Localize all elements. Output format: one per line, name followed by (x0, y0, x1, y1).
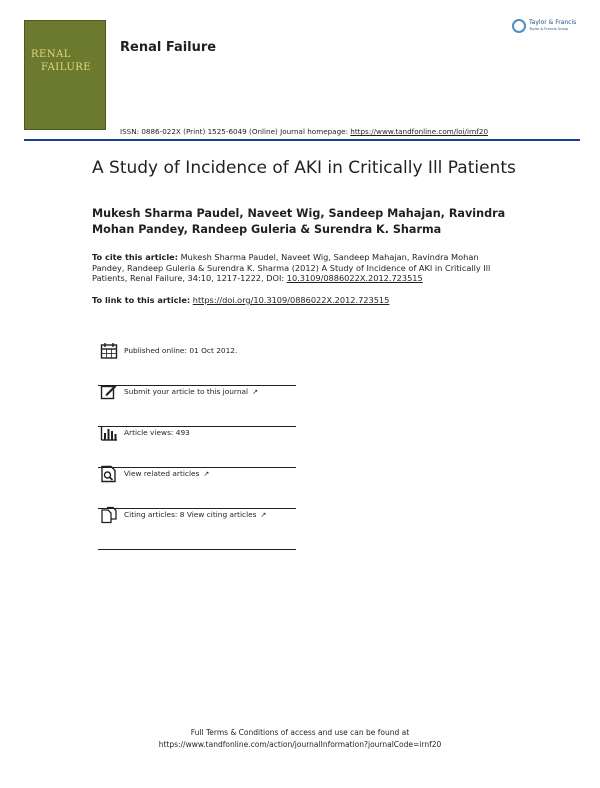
bar-chart-icon (100, 424, 118, 442)
external-link-icon: ↗ (260, 511, 267, 519)
journal-cover-image (24, 20, 106, 130)
citing-articles-row[interactable] (98, 510, 296, 550)
info-divider (98, 549, 296, 550)
external-link-icon: ↗ (203, 470, 210, 478)
info-divider (98, 467, 296, 468)
header-rule (24, 139, 580, 141)
publisher-logo-tagline: Taylor & Francis Group (529, 27, 569, 31)
issn-text: ISSN: 0886-022X (Print) 1525-6049 (Online) Journal homepage: (120, 127, 348, 136)
citing-articles-link[interactable] (124, 510, 266, 519)
article-views-row (98, 428, 296, 468)
journal-name: Renal Failure (120, 40, 217, 55)
journal-homepage-link[interactable]: https://www.tandfonline.com/loi/irnf20 (350, 127, 489, 136)
footer-terms-text: Full Terms & Conditions of access and use can be found at (190, 728, 410, 737)
article-authors: Mukesh Sharma Paudel, Naveet Wig, Sandeep Mahajan, Ravindra Mohan Pandey, Randeep Guleria & Surendra K. Sharma (92, 207, 506, 236)
submit-article-link[interactable] (124, 387, 258, 396)
edit-icon (100, 383, 118, 401)
publisher-logo-name: Taylor & Francis (529, 19, 577, 26)
related-articles-link[interactable] (124, 469, 209, 478)
article-link-label: To link to this article: (92, 295, 191, 305)
published-text: Published online: 01 Oct 2012. (124, 346, 238, 355)
article-title: A Study of Incidence of AKI in Critically Ill Patients (92, 158, 516, 178)
publisher-logo-icon (512, 19, 526, 33)
published-row (98, 346, 296, 386)
calendar-icon (100, 342, 118, 360)
article-doi-link[interactable]: https://doi.org/10.3109/0886022X.2012.723515 (192, 295, 390, 305)
submit-article-row[interactable] (98, 387, 296, 427)
info-divider (98, 426, 296, 427)
citation-label: To cite this article: (92, 252, 178, 262)
citation-text: Mukesh Sharma Paudel, Naveet Wig, Sandeep Mahajan, Ravindra Mohan Pandey, Randeep Guleria & Surendra K. Sharma (2012) A Study of Incidence of AKI in Critically Ill Patients, Renal Failure, 34:10, 1217-1222, DOI: (92, 252, 491, 283)
publisher-logo (512, 18, 584, 40)
article-views-text: Article views: 493 (124, 428, 190, 437)
submit-article-text: Submit your article to this journal (124, 387, 249, 396)
citation-doi-link[interactable]: 10.3109/0886022X.2012.723515 (286, 273, 423, 283)
citing-articles-text: Citing articles: 8 View citing articles (124, 510, 257, 519)
info-divider (98, 385, 296, 386)
cover-title-line2: FAILURE (41, 62, 92, 73)
external-link-icon: ↗ (252, 388, 258, 396)
magnifier-document-icon (100, 465, 118, 483)
footer-terms-link[interactable]: https://www.tandfonline.com/action/journalInformation?journalCode=irnf20 (158, 740, 442, 749)
article-link-block (92, 295, 389, 305)
related-articles-row[interactable] (98, 469, 296, 509)
cover-title-line1: RENAL (31, 49, 71, 60)
issn-line (120, 127, 488, 136)
documents-icon (100, 506, 118, 524)
citation-block (92, 252, 512, 284)
info-divider (98, 508, 296, 509)
related-articles-text: View related articles (124, 469, 200, 478)
